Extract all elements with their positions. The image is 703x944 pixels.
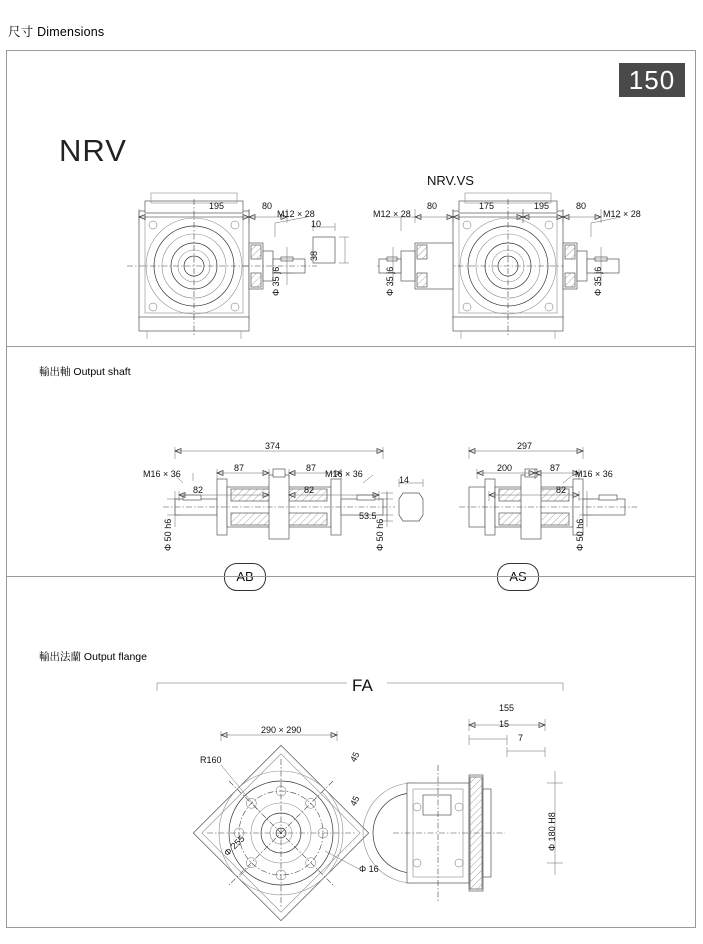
dim-right-m12-right: M12 × 28 [603,209,641,219]
dim-ab-82-left: 82 [193,485,204,495]
dim-side-15: 15 [499,719,510,729]
dim-key-width: 10 [311,219,322,229]
content-frame [6,50,696,928]
size-badge: 150 [619,63,685,97]
dim-as-phi50: Φ 50 h6 [575,518,585,551]
dim-flange-phi16: Φ 16 [359,864,379,874]
dim-ab-m16-left: M16 × 36 [143,469,181,479]
dim-flange-phi255: Φ 255 [222,833,247,859]
dim-right-m12-left: M12 × 28 [373,209,411,219]
dim-left-195: 195 [209,201,225,211]
section-label-output-shaft: 輸出軸 Output shaft [39,366,131,378]
dim-right-195: 195 [534,201,550,211]
dim-as-200: 200 [497,463,513,473]
dim-right-80-left: 80 [427,201,438,211]
dim-side-7: 7 [518,733,524,743]
product-title: NRV [59,133,127,168]
dim-ab-m16-right: M16 × 36 [325,469,363,479]
dim-right-phi35-left: Φ 35 j6 [385,266,395,296]
dim-ab-374: 374 [265,441,281,451]
dim-ab-phi50-left: Φ 50 h6 [163,518,173,551]
page-title: 尺寸 Dimensions [8,25,105,39]
dim-left-m12: M12 × 28 [277,209,315,219]
label-ab: AB [224,563,266,591]
dim-shaft-key-height: 53.5 [359,511,377,521]
dim-left-phi35: Φ 35 j6 [271,266,281,296]
dim-right-175: 175 [479,201,495,211]
dim-right-phi35-right: Φ 35 j6 [593,266,603,296]
dim-as-87: 87 [550,463,561,473]
dim-flange-angle-2: 45 [348,794,362,808]
dim-flange-290: 290 × 290 [261,725,302,735]
dim-as-297: 297 [517,441,533,451]
dim-side-phi180: Φ 180 H8 [547,812,557,851]
dim-ab-82-right: 82 [304,485,315,495]
dim-ab-phi50-right: Φ 50 h6 [375,518,385,551]
dim-ab-87-left: 87 [234,463,245,473]
section-label-output-flange: 輸出法蘭 Output flange [39,651,147,663]
nrv-vs-caption: NRV.VS [427,173,474,188]
dim-flange-angle-1: 45 [348,750,362,764]
dim-shaft-key-width: 14 [399,475,410,485]
dim-ab-87-right: 87 [306,463,317,473]
dim-left-80: 80 [262,201,273,211]
dim-side-155: 155 [499,703,515,713]
dim-key-height: 38 [309,250,319,261]
label-as: AS [497,563,539,591]
dim-as-m16: M16 × 36 [575,469,613,479]
dim-as-82: 82 [556,485,567,495]
flange-title: FA [352,676,373,695]
dim-flange-r160: R160 [200,755,222,765]
dim-right-80-right: 80 [576,201,587,211]
